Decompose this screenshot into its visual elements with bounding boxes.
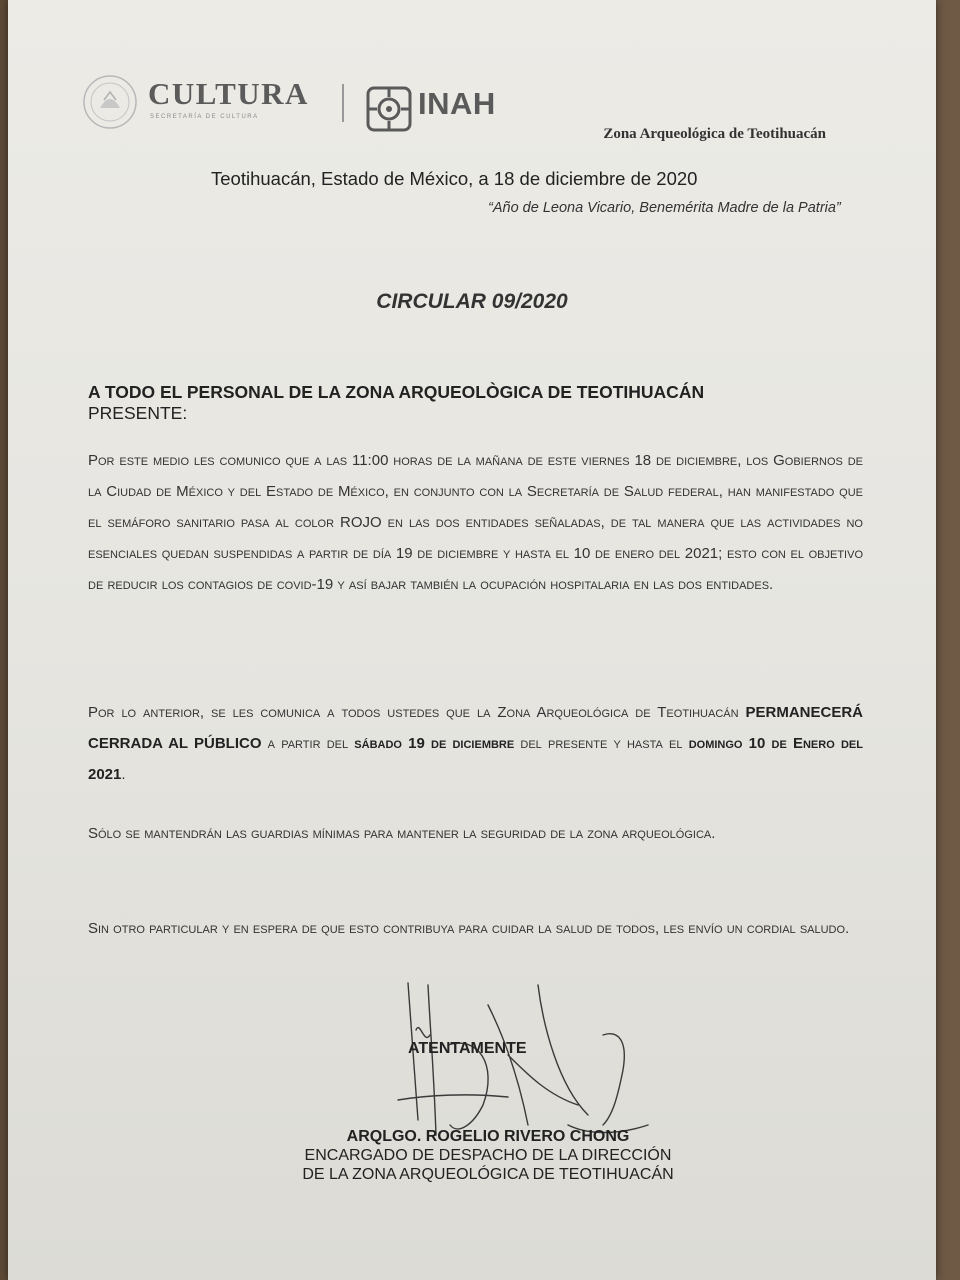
paragraph-2: [88, 697, 863, 790]
addressee: A TODO EL PERSONAL DE LA ZONA ARQUEOLÒGICA DE TEOTIHUACÁN: [88, 382, 705, 402]
logo-divider: [342, 84, 344, 122]
cultura-logo-subtext: SECRETARÍA DE CULTURA: [150, 114, 259, 120]
mexico-seal-icon: [80, 72, 140, 132]
inah-emblem-icon: [364, 84, 414, 134]
zona-header: Zona Arqueológica de Teotihuacán: [603, 126, 826, 142]
signatory-name: ARQLGO. ROGELIO RIVERO CHONG: [346, 1128, 630, 1145]
cultura-logo-text: CULTURA: [148, 76, 309, 111]
paragraph-2-part3: del presente y hasta el: [520, 735, 683, 752]
presente-line: PRESENTE:: [88, 403, 188, 423]
paragraph-3: Sólo se mantendrán las guardias mínimas para mantener la seguridad de la zona arqueológica.: [88, 825, 716, 842]
paragraph-2-bold2: sábado 19 de diciembre: [354, 735, 515, 752]
signatory-role-line-2: DE LA ZONA ARQUEOLÓGICA DE TEOTIHUACÁN: [302, 1166, 674, 1183]
paragraph-2-part2: a partir del: [267, 735, 349, 752]
paragraph-2-bold1: PERMANECERÁ CERRADA AL PÚBLICO: [88, 704, 864, 752]
circular-title: CIRCULAR 09/2020: [376, 290, 568, 313]
paragraph-2-part1: Por lo anterior, se les comunica a todos ustedes que la Zona Arqueológica de Teotihuacán: [88, 704, 739, 721]
signatory-role-line-1: ENCARGADO DE DESPACHO DE LA DIRECCIÓN: [304, 1147, 672, 1164]
paragraph-1: Por este medio les comunico que a las 11:00 horas de la mañana de este viernes 18 de diciembre, los Gobiernos de la Ciudad de México y del Estado de México, en conjunto con la Secretaría de Salud federal, han manifestado que el semáforo sanitario pasa al color ROJO en las dos entidades señaladas, de tal manera que las actividades no esenciales quedan suspendidas a partir de día 19 de diciembre y hasta el 10 de enero del 2021; esto con el objetivo de reducir los contagios de covid-19 y así bajar también la ocupación hospitalaria en las dos entidades.: [88, 452, 863, 593]
inah-logo-text: INAH: [418, 86, 496, 121]
handwritten-signature: [388, 975, 678, 1150]
paragraph-2-bold3: domingo 10 de Enero del 2021: [88, 735, 863, 783]
cultura-logo: [80, 72, 330, 132]
paragraph-2-part4: .: [121, 766, 126, 783]
document-page: [8, 0, 936, 1280]
motto-line: “Año de Leona Vicario, Benemérita Madre de la Patria”: [488, 200, 841, 216]
date-line: Teotihuacán, Estado de México, a 18 de diciembre de 2020: [211, 168, 698, 189]
paragraph-4: Sin otro particular y en espera de que esto contribuya para cuidar la salud de todos, les envío un cordial saludo.: [88, 920, 850, 937]
closing-atentamente: ATENTAMENTE: [408, 1040, 527, 1057]
